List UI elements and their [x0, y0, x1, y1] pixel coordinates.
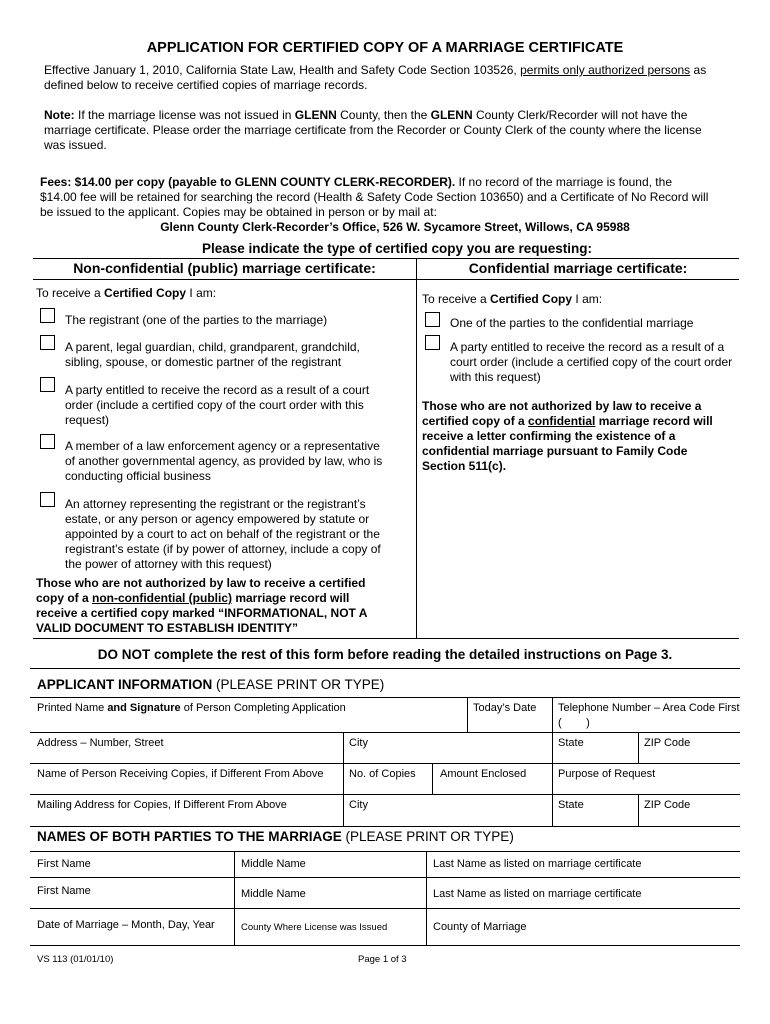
- party1-middle-name-field[interactable]: Middle Name: [241, 858, 306, 870]
- mailing-city-field[interactable]: City: [349, 799, 368, 811]
- date-of-marriage-field[interactable]: Date of Marriage – Month, Day, Year: [37, 919, 215, 931]
- mailing-zip-code-field[interactable]: ZIP Code: [644, 799, 691, 811]
- column-divider: [416, 258, 417, 638]
- confidential-party-option-label: One of the parties to the confidential marriage: [450, 316, 694, 330]
- name-receiving-copies-field[interactable]: Name of Person Receiving Copies, if Different From Above: [37, 768, 324, 780]
- confidential-court-order-option-label: A party entitled to receive the record as a result of a court order (include a certified copy of the court order with this request): [450, 340, 733, 384]
- court-order-checkbox[interactable]: [40, 377, 55, 392]
- right-warning-line-5: Section 511(c).: [422, 459, 507, 473]
- todays-date-field[interactable]: Today’s Date: [473, 702, 537, 714]
- confidential-header: Confidential marriage certificate:: [468, 260, 688, 276]
- printed-name-signature-field[interactable]: Printed Name and Signature of Person Completing Application: [37, 702, 346, 714]
- state-field[interactable]: State: [558, 737, 584, 749]
- parties-section-title: NAMES OF BOTH PARTIES TO THE MARRIAGE (PLEASE PRINT OR TYPE): [37, 829, 514, 844]
- type-prompt: Please indicate the type of certified copy you are requesting:: [201, 241, 593, 256]
- county-license-issued-field[interactable]: County Where License was Issued: [241, 922, 388, 933]
- applicant-top-rule: [30, 668, 740, 669]
- intro-line-2: defined below to receive certified copies of marriage records.: [44, 78, 368, 92]
- note-line-3: was issued.: [44, 138, 107, 152]
- family-member-checkbox[interactable]: [40, 335, 55, 350]
- registrant-option-label: The registrant (one of the parties to the marriage): [65, 313, 328, 327]
- attorney-checkbox[interactable]: [40, 492, 55, 507]
- page-number: Page 1 of 3: [358, 954, 407, 965]
- page-title: APPLICATION FOR CERTIFIED COPY OF A MARRIAGE CERTIFICATE: [146, 40, 624, 56]
- address-street-field[interactable]: Address – Number, Street: [37, 737, 164, 749]
- amount-enclosed-field[interactable]: Amount Enclosed: [440, 768, 527, 780]
- right-warning-line-1: Those who are not authorized by law to receive a: [422, 399, 702, 413]
- note-line-1: Note: If the marriage license was not issued in GLENN County, then the GLENN County Clerk/Recorder will not have the: [44, 108, 688, 122]
- right-receive-label: To receive a Certified Copy I am:: [422, 292, 603, 306]
- fees-line-3: be issued to the applicant. Copies may be obtained in person or by mail at:: [40, 205, 437, 219]
- family-member-option-label: A parent, legal guardian, child, grandparent, grandchild, sibling, spouse, or domestic partner of the registrant: [65, 340, 360, 369]
- county-of-marriage-field[interactable]: County of Marriage: [433, 921, 527, 933]
- law-enforcement-checkbox[interactable]: [40, 434, 55, 449]
- right-warning-line-3: receive a letter confirming the existence of a: [422, 429, 676, 443]
- zip-code-field[interactable]: ZIP Code: [644, 737, 691, 749]
- attorney-option-label: An attorney representing the registrant or the registrant’s estate, or any person or agency empowered by statute or appointed by a court to act on behalf of the registrant or the registrant’s estate (if by power of attorney, include a copy of the power of attorney with this request): [65, 497, 381, 571]
- party2-first-name-field[interactable]: First Name: [37, 885, 91, 897]
- number-of-copies-field[interactable]: No. of Copies: [349, 768, 416, 780]
- do-not-complete-notice: DO NOT complete the rest of this form before reading the detailed instructions on Page 3.: [97, 647, 673, 662]
- right-warning-line-4: confidential marriage pursuant to Family Code: [422, 444, 688, 458]
- section-bottom-rule: [33, 638, 739, 639]
- registrant-checkbox[interactable]: [40, 308, 55, 323]
- confidential-court-order-checkbox[interactable]: [425, 335, 440, 350]
- party1-first-name-field[interactable]: First Name: [37, 858, 91, 870]
- note-line-2: marriage certificate. Please order the marriage certificate from the Recorder or County Clerk of the county where the license: [44, 123, 702, 137]
- left-warning-line-2: copy of a non-confidential (public) marriage record will: [36, 591, 350, 605]
- non-confidential-header: Non-confidential (public) marriage certificate:: [73, 260, 376, 276]
- applicant-section-title: APPLICANT INFORMATION (PLEASE PRINT OR TYPE): [37, 677, 385, 692]
- fees-address: Glenn County Clerk-Recorder’s Office, 526 W. Sycamore Street, Willows, CA 95988: [160, 220, 630, 234]
- form-number: VS 113 (01/01/10): [37, 954, 114, 965]
- intro-line-1: Effective January 1, 2010, California State Law, Health and Safety Code Section 103526, permits only authorized persons as: [44, 63, 707, 77]
- party1-last-name-field[interactable]: Last Name as listed on marriage certificate: [433, 858, 642, 870]
- header-rule: [33, 279, 739, 280]
- area-code-parentheses: ( ): [558, 717, 590, 729]
- fees-line-2: $14.00 fee will be retained for searching the record (Health & Safety Code Section 103650) and a Certificate of No Record will: [40, 190, 709, 204]
- purpose-of-request-field[interactable]: Purpose of Request: [558, 768, 656, 780]
- left-warning-line-4: VALID DOCUMENT TO ESTABLISH IDENTITY”: [36, 621, 299, 635]
- party2-middle-name-field[interactable]: Middle Name: [241, 888, 306, 900]
- fees-line-1: Fees: $14.00 per copy (payable to GLENN COUNTY CLERK-RECORDER). If no record of the marriage is found, the: [40, 175, 672, 189]
- confidential-party-checkbox[interactable]: [425, 312, 440, 327]
- left-receive-label: To receive a Certified Copy I am:: [36, 286, 217, 300]
- law-enforcement-option-label: A member of a law enforcement agency or a representative of another governmental agency, as provided by law, who is conducting official business: [65, 439, 383, 483]
- right-warning-line-2: certified copy of a confidential marriage record will: [422, 414, 713, 428]
- authorized-persons-link: permits only authorized persons: [520, 63, 691, 77]
- mailing-state-field[interactable]: State: [558, 799, 584, 811]
- court-order-option-label: A party entitled to receive the record as a result of a court order (include a certified copy of the court order with this request): [65, 383, 370, 427]
- left-warning-line-1: Those who are not authorized by law to receive a certified: [36, 576, 366, 590]
- city-field[interactable]: City: [349, 737, 368, 749]
- left-warning-line-3: receive a certified copy marked “INFORMATIONAL, NOT A: [36, 606, 368, 620]
- telephone-field[interactable]: Telephone Number – Area Code First: [558, 702, 740, 714]
- mailing-address-field[interactable]: Mailing Address for Copies, If Different From Above: [37, 799, 287, 811]
- section-top-rule: [33, 258, 739, 259]
- party2-last-name-field[interactable]: Last Name as listed on marriage certificate: [433, 888, 642, 900]
